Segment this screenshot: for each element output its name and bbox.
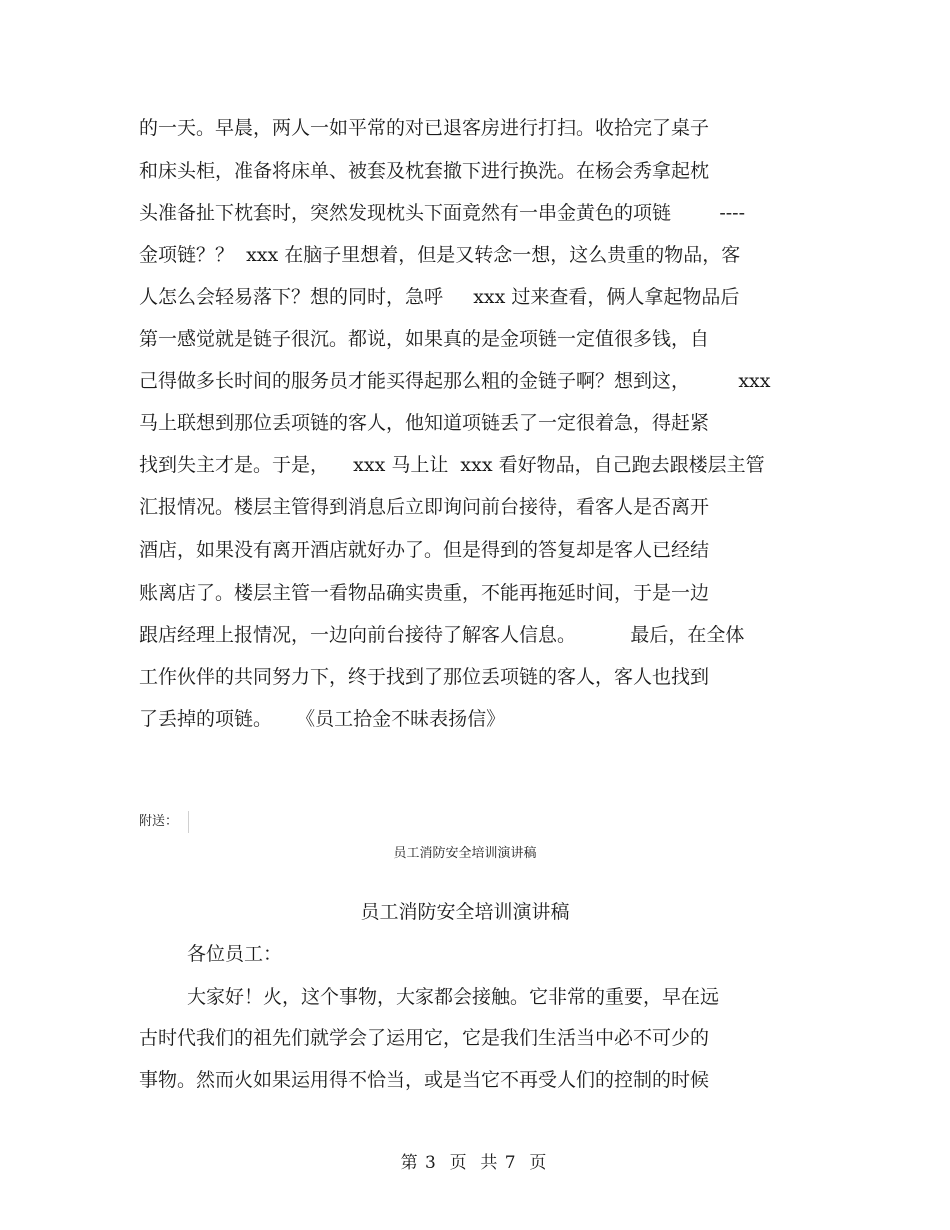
story-line-1: 的一天。早晨，两人一如平常的对已退客房进行打扫。收拾完了桌子 (139, 117, 710, 139)
story-line-8: 马上联想到那位丢项链的客人，他知道项链丢了一定很着急，得赶紧 (139, 412, 710, 434)
story-line-14: 工作伙伴的共同努力下，终于找到了那位丢项链的客人，客人也找到 (139, 666, 710, 688)
story-line-3: 头准备扯下枕套时，突然发现枕头下面竟然有一串金黄色的项链 ---- (139, 202, 745, 224)
story-line-6: 第一感觉就是链子很沉。都说，如果真的是金项链一定值很多钱，自 (139, 328, 710, 350)
story-line-4: 金项链？？ xxx 在脑子里想着，但是又转念一想，这么贵重的物品，客 (139, 244, 741, 266)
story-line-7: 己得做多长时间的服务员才能买得起那么粗的金链子啊？想到这， xxx (139, 370, 771, 392)
story-line-15: 了丢掉的项链。 《员工拾金不昧表扬信》 (139, 708, 506, 730)
page-footer: 第 3 页 共 7 页 (400, 1153, 548, 1173)
speech-line-3: 事物。然而火如果运用得不恰当，或是当它不再受人们的控制的时候 (139, 1069, 710, 1091)
speech-title: 员工消防安全培训演讲稿 (360, 901, 570, 923)
story-line-13: 跟店经理上报情况，一边向前台接待了解客人信息。 最后，在全体 (139, 624, 745, 646)
speech-line-2: 古时代我们的祖先们就学会了运用它，它是我们生活当中必不可少的 (139, 1027, 710, 1049)
story-line-2: 和床头柜，准备将床单、被套及枕套撤下进行换洗。在杨会秀拿起枕 (139, 160, 710, 182)
story-line-5: 人怎么会轻易落下？想的同时，急呼 xxx 过来查看，俩人拿起物品后 (139, 286, 740, 308)
speech-line-1: 大家好！火，这个事物，大家都会接触。它非常的重要，早在远 (187, 986, 720, 1008)
story-line-10: 汇报情况。楼层主管得到消息后立即询问前台接待，看客人是否离开 (139, 496, 710, 518)
attached-small-title: 员工消防安全培训演讲稿 (393, 846, 537, 861)
attachment-divider (188, 811, 189, 833)
attached-label: 附送： (139, 814, 179, 829)
story-line-12: 账离店了。楼层主管一看物品确实贵重，不能再拖延时间，于是一边 (139, 582, 710, 604)
story-line-9: 找到失主才是。于是， xxx 马上让 xxx 看好物品，自己跑去跟楼层主管 (139, 454, 765, 476)
story-line-11: 酒店，如果没有离开酒店就好办了。但是得到的答复却是客人已经结 (139, 539, 710, 561)
speech-salutation: 各位员工： (187, 943, 283, 965)
